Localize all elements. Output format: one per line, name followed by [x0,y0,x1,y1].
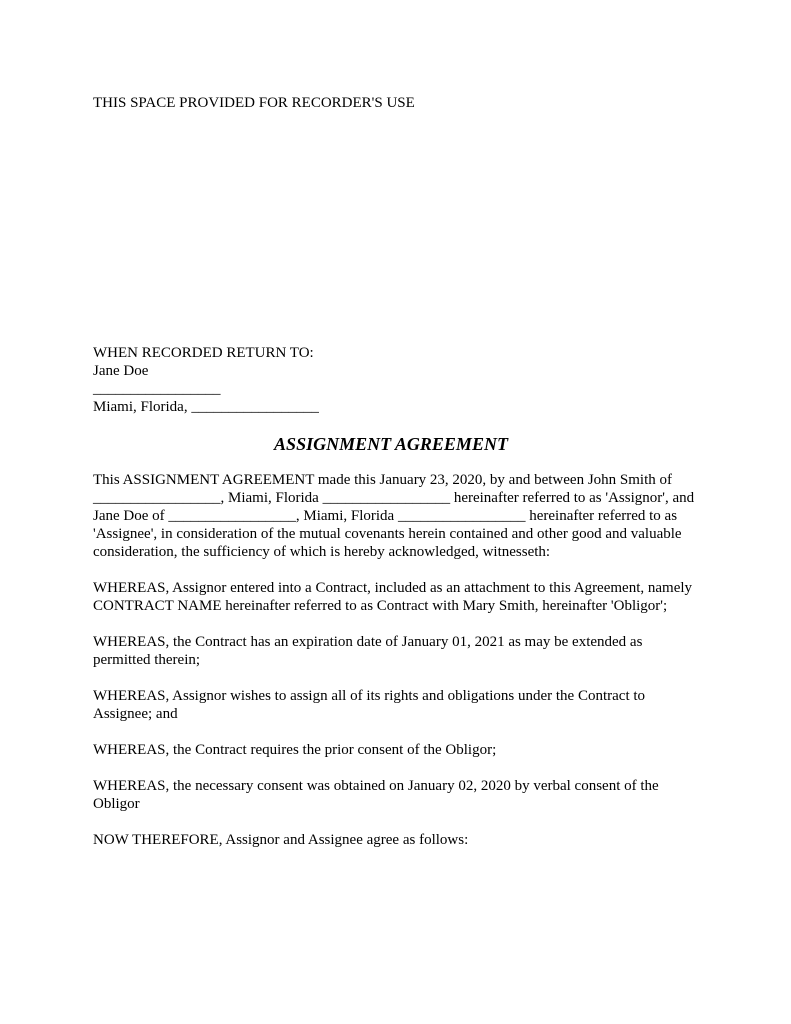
return-to-address-line: _________________ [93,381,221,397]
whereas-assign-paragraph: WHEREAS, Assignor wishes to assign all of its rights and obligations under the Contract to Assignee; and [93,688,646,722]
whereas-expiration-paragraph: WHEREAS, the Contract has an expiration date of January 01, 2021 as may be extended as permitted therein; [93,634,643,668]
intro-paragraph: This ASSIGNMENT AGREEMENT made this January 23, 2020, by and between John Smith of _________________, Miami, Florida _________________ hereinafter referred to as 'Assignor', and Jane Doe of _________________, Miami, Florida _________________ hereinafter referred to as 'Assignee', in consideration of the mutual covenants herein contained and other good and valuable consideration, the sufficiency of which is hereby acknowledged, witnesseth: [93,472,695,560]
agreement-body [93,471,699,867]
return-to-name: Jane Doe [93,363,149,379]
return-to-city-line: Miami, Florida, _________________ [93,399,319,415]
recorder-space-note: THIS SPACE PROVIDED FOR RECORDER'S USE [93,95,415,111]
document-title: ASSIGNMENT AGREEMENT [274,434,508,454]
return-to-block [93,344,703,416]
whereas-contract-paragraph: WHEREAS, Assignor entered into a Contract, included as an attachment to this Agreement, namely CONTRACT NAME hereinafter referred to as Contract with Mary Smith, hereinafter 'Obligor'; [93,580,693,614]
whereas-consent-required-paragraph: WHEREAS, the Contract requires the prior consent of the Obligor; [93,742,497,758]
whereas-consent-obtained-paragraph: WHEREAS, the necessary consent was obtained on January 02, 2020 by verbal consent of the Obligor [93,778,659,812]
return-to-label: WHEN RECORDED RETURN TO: [93,345,314,361]
now-therefore-paragraph: NOW THEREFORE, Assignor and Assignee agree as follows: [93,832,469,848]
